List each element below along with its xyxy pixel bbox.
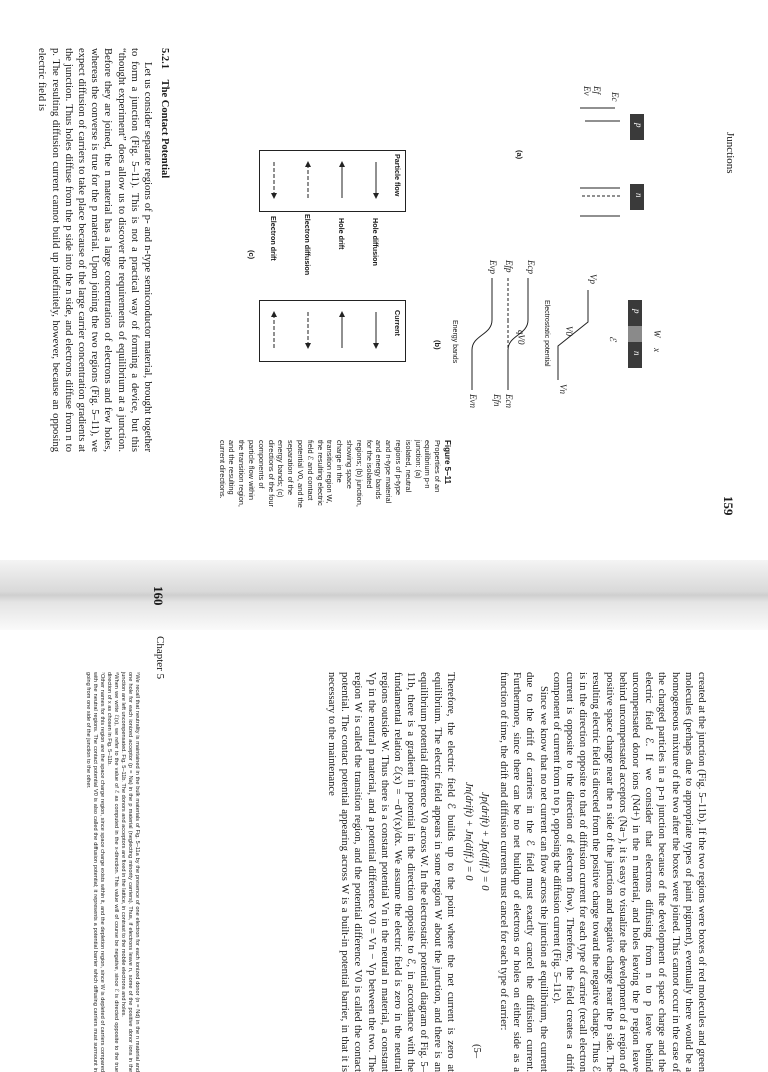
hole-drift-label: Hole drift: [337, 218, 346, 250]
vp-label: Vp: [588, 274, 598, 284]
ecp-label: Ecp: [526, 260, 536, 274]
figure-panel-b: [428, 260, 662, 490]
vn-label: Vn: [558, 384, 568, 394]
flow-arrows: [246, 150, 406, 450]
electron-drift-label: Electron drift: [269, 216, 278, 261]
figure-caption-text: Properties of an equilibrium p-n junction: (a) isolated, neutral regions of p-type and n-type material and energy bands for the isolated regions; (b) junction, showing space charge in the transition region W, the resulting electric field ℰ and contact potential V0, and the separation of the energy bands; (c) directions of the four components of particle flow within the transition region, and the resulting current directions.: [217, 440, 443, 508]
section-heading: [159, 48, 170, 178]
energy-bands-label: Energy bands: [451, 320, 458, 364]
equation-2: Jn(drift) + Jn(diff.) = 0: [462, 782, 474, 881]
section-title: The Contact Potential: [159, 79, 170, 179]
efp-label: Efp: [504, 260, 514, 273]
footnote-5: ⁵We recall that neutrality is maintained in the bulk materials of Fig. 5–11a by the presence of one electron for each ionized donor (n = Nd) in the n material and one hole for each ionized acceptor (p = Na) in the p material (neglecting minority carriers). Thus, if electrons leave n, some of the positive donor ions in the junction are left uncompensated. Fig. 5–11b. The donors and acceptors are fixed in the lattice, in contrast to the mobile electrons and holes.: [120, 672, 140, 1072]
qv0-label: qV0: [516, 330, 526, 345]
w-label: W: [652, 330, 662, 338]
ev-label: Ev: [582, 86, 592, 96]
equation-number: (5–: [470, 1044, 482, 1058]
section-number: 5.2.1: [159, 48, 170, 69]
electrostatic-potential-label: Electrostatic potential: [543, 300, 550, 367]
junction-p-block: p: [628, 300, 642, 326]
running-head-right: Chapter 5: [154, 636, 166, 680]
left-paragraph: Let us consider separate regions of p- and n-type semiconductor material, brought together to form a junction (Fig. 5–11). This is not a practical way of forming a device, but this “thought experiment” does allow us to discover the requirements of equilibrium at a junction. Before they are joined, the n material has a large concentration of electrons and few holes, whereas the converse is true for the p material. Upon joining the two regions (Fig. 5–11), we expect diffusion of carriers to take place because of the large carrier concentration gradients at the junction. Thus holes diffuse from the p side into the n side, and electrons diffuse from n to p. The resulting diffusion current cannot build up indefinitely, however, because an opposing electric field is: [36, 48, 153, 452]
book-gutter: [0, 560, 768, 630]
right-page-text: [325, 672, 708, 1072]
evp-label: Evp: [488, 260, 498, 274]
footnote-7: ⁷Other names for this region are the space charge region, since space charge exists within it, and the depletion region, since W is depleted of carriers compared with the neutral regions. The contact potential V0 is also called the diffusion potential; it represents a potential barrier which diffusing carriers must surmount in going from one side of the junction to the other.: [85, 672, 105, 1072]
panel-c-label: (c): [247, 250, 256, 260]
equation-block: [457, 672, 497, 1072]
p-block: p: [630, 114, 644, 140]
band-lines-a: [510, 88, 650, 238]
v0-label: V0: [564, 326, 574, 336]
contact-potential-paragraph: [35, 48, 154, 452]
figure-caption: [217, 440, 452, 508]
electron-diffusion-label: Electron diffusion: [303, 214, 312, 276]
figure-panel-a: [510, 88, 650, 238]
panel-b-label: (b): [433, 340, 442, 350]
x-label: x: [652, 348, 662, 352]
potential-and-bands-b: [428, 260, 648, 490]
hole-diffusion-label: Hole diffusion: [371, 218, 380, 266]
footnotes: [84, 672, 140, 1072]
footnote-6: ⁶When we write ℰ(x), we refer to the value of ℰ as computed in the x-direction. This value will of course be negative, since ℰ is directed opposite to the true direction of x as chosen in Fig. 5–11b.: [106, 672, 119, 1072]
page-number-160: 160: [151, 586, 166, 606]
n-block: n: [630, 184, 644, 210]
right-paragraph-3: Therefore, the electric field ℰ builds up to the point where the net current is zero at equilibrium. The electric field appears in some region W about the junction, and there is an equilibrium potential difference V0 across W. In the electrostatic potential diagram of Fig. 5–11b, there is a gradient in potential in the direction opposite to ℰ, in accordance with the fundamental relation ℰ(x) = −dV(x)/dx. We assume the electric field is zero in the neutral regions outside W. Thus there is a constant potential Vn in the neutral n material, a constant Vp in the neutral p material, and a potential difference V0 = Vn − Vp between the two. The region W is called the transition region, and the potential difference V0 is called the contact potential. The contact potential appearing across W is a built-in potential barrier, in that it is necessary to the maintenance: [325, 672, 456, 1072]
right-paragraph-1: created at the junction (Fig. 5–11b). If the two regions were boxes of red molecules and green molecules (perhaps due to appropriate types of paint pigment), eventually there would be a homogeneous mixture of the two after the boxes were joined. This cannot occur in the case of the charged particles in a p-n junction because of the development of space charge and the electric field ℰ. If we consider that electrons diffusing from n to p leave behind uncompensated donor ions (Nd+) in the n material, and holes leaving the p region leave behind uncompensated acceptors (Na−), it is easy to visualize the development of a region of positive space charge near the n side of the junction and negative charge near the p side. The resulting electric field is directed from the positive charge toward the negative charge. Thus ℰ is in the direction opposite to that of diffusion current for each type of carrier (recall electron current is opposite to the direction of electron flow). Therefore, the field creates a drift component of current from n to p, opposing the diffusion current (Fig. 5–11c).: [550, 672, 707, 1072]
ec-label: Ec: [610, 92, 620, 102]
field-label: ℰ: [608, 336, 618, 342]
running-head-left: Junctions: [724, 132, 736, 174]
current-header: Current: [393, 310, 402, 336]
page-number-159: 159: [721, 496, 736, 516]
equation-1: Jp(drift) + Jp(diff.) = 0: [478, 792, 490, 891]
figure-panel-c: [246, 150, 406, 450]
ef-label: Ef: [592, 86, 602, 94]
evn-label: Evn: [468, 394, 478, 408]
junction-n-block: n: [628, 342, 642, 368]
panel-a-label: (a): [515, 150, 524, 160]
particle-flow-header: Particle flow: [393, 154, 402, 197]
efn-label: Efn: [492, 394, 502, 407]
ecn-label: Ecn: [504, 394, 514, 408]
right-paragraph-2: Since we know that no net current can flow across the junction at equilibrium, the current due to the drift of carriers in the ℰ field must exactly cancel the diffusion current. Furthermore, since there can be no net buildup of electrons or holes on either side as a function of time, the drift and diffusion currents must cancel for each type of carrier:: [497, 672, 549, 1072]
figure-caption-title: Figure 5–11: [443, 440, 452, 485]
